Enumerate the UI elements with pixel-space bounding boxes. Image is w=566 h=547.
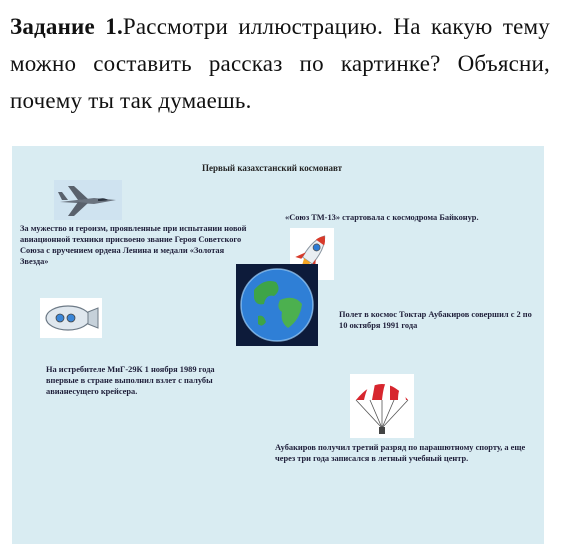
task-paragraph [10,8,550,119]
earth-globe-icon [236,264,318,346]
heroism-text: За мужество и героизм, проявленные при испытании новой авиационной техники присвоено звание Героя Советского Союза с вручением ордена Ленина и медали «Золотая Звезда» [20,224,247,266]
task-text: Рассмотри иллюстрацию. На какую тему можно составить рассказ по картинке? Объясни, почему ты так думаешь. [10,14,550,113]
soyuz-launch-text: «Союз ТМ-13» стартовала с космодрома Байконур. [285,213,479,222]
fighter-jet-icon [54,180,122,220]
space-flight-text: Полет в космос Токтар Аубакиров совершил с 2 по 10 октября 1991 года [339,310,532,330]
task-label: Задание 1. [10,14,123,39]
parachute-text: Аубакиров получил третий разряд по парашютному спорту, а еще через три года записался в летный учебный центр. [275,443,526,463]
slide-title: Первый казахстанский космонавт [202,163,343,173]
slide-panel [12,146,544,544]
parachute-icon [350,374,414,438]
space-capsule-icon [40,298,102,338]
mig-takeoff-text: На истребителе МиГ-29К 1 ноября 1989 года впервые в стране выполнил взлет с палубы авианесущего крейсера. [46,365,215,396]
